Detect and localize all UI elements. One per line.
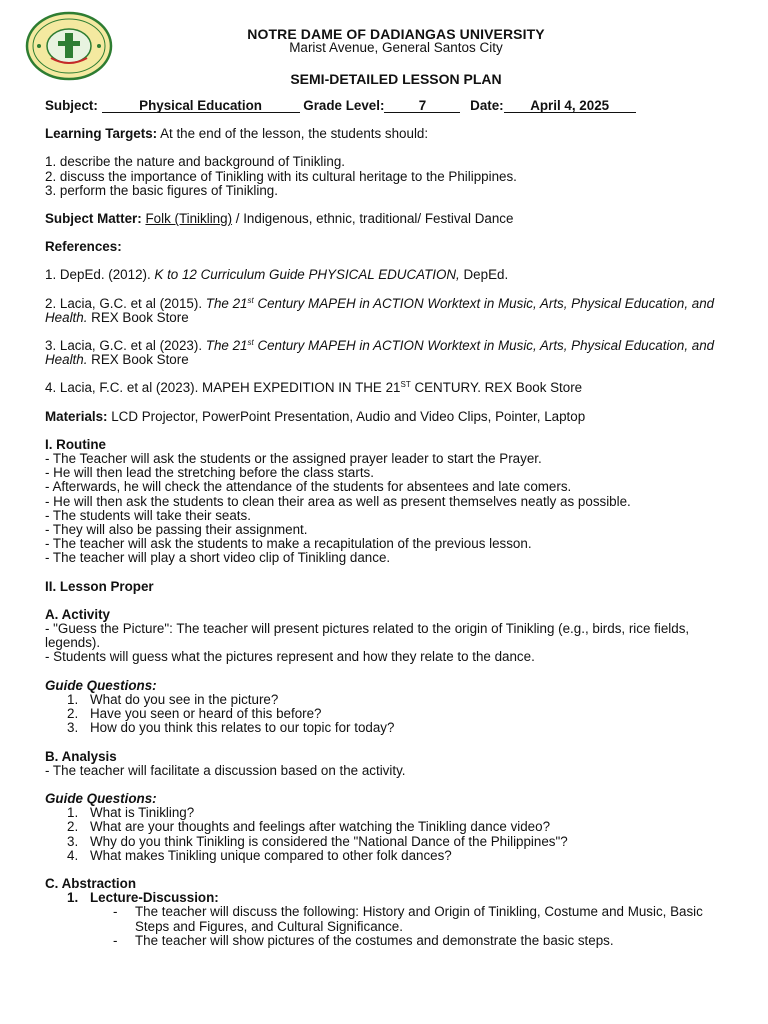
target-item: 2. discuss the importance of Tinikling with its cultural heritage to the Philippines.: [45, 168, 517, 184]
routine-item: - The teacher will ask the students to make a recapitulation of the previous lesson.: [45, 536, 532, 552]
guide-question: 2. Have you seen or heard of this before?: [67, 706, 322, 722]
routine-item: - The students will take their seats.: [45, 507, 251, 523]
activity-guide-questions: [45, 693, 725, 736]
reference-item: 4. Lacia, F.C. et al (2023). MAPEH EXPEDITION IN THE 21ST CENTURY. REX Book Store: [45, 380, 583, 396]
subject-value: Physical Education: [102, 99, 300, 113]
header-fields-line: [45, 99, 725, 113]
lesson-plan-body: [45, 99, 725, 948]
grade-level-label: Grade Level:: [303, 98, 385, 113]
learning-targets-label: Learning Targets:: [45, 126, 158, 142]
routine-heading: I. Routine: [45, 436, 106, 452]
reference-item: 3. Lacia, G.C. et al (2023). The 21st Century MAPEH in ACTION Worktext in Music, Arts, Physical Education, and Health. REX Book Store: [45, 338, 715, 368]
document-title: SEMI-DETAILED LESSON PLAN: [290, 71, 502, 87]
university-name: NOTRE DAME OF DADIANGAS UNIVERSITY: [247, 26, 545, 42]
abstraction-heading: C. Abstraction: [45, 875, 137, 891]
lecture-item: - The teacher will show pictures of the costumes and demonstrate the basic steps.: [113, 932, 614, 948]
subject-matter-label: Subject Matter:: [45, 211, 142, 227]
target-item: 1. describe the nature and background of Tinikling.: [45, 154, 345, 170]
analysis-guide-questions: [45, 806, 725, 863]
activity-heading: A. Activity: [45, 606, 110, 622]
grade-level-value: 7: [384, 99, 460, 113]
reference-item: 1. DepEd. (2012). K to 12 Curriculum Guide PHYSICAL EDUCATION, DepEd.: [45, 267, 509, 283]
subject-matter: Subject Matter: Folk (Tinikling) / Indigenous, ethnic, traditional/ Festival Dance: [45, 211, 514, 227]
guide-question: 2. What are your thoughts and feelings after watching the Tinikling dance video?: [67, 819, 551, 835]
subject-matter-topic: Folk (Tinikling): [145, 211, 233, 227]
analysis-item: - The teacher will facilitate a discussion based on the activity.: [45, 762, 406, 778]
guide-question: 1. What do you see in the picture?: [67, 691, 279, 707]
lesson-proper-heading: II. Lesson Proper: [45, 578, 154, 594]
materials: Materials: LCD Projector, PowerPoint Presentation, Audio and Video Clips, Pointer, Laptop: [45, 408, 586, 424]
lecture-discussion-items: [45, 905, 725, 948]
materials-label: Materials:: [45, 408, 108, 424]
analysis-heading: B. Analysis: [45, 748, 117, 764]
activity-item: - Students will guess what the pictures represent and how they relate to the dance.: [45, 649, 535, 665]
target-item: 3. perform the basic figures of Tinikling.: [45, 182, 278, 198]
guide-questions-label: Guide Questions:: [45, 677, 157, 693]
learning-targets-intro: Learning Targets: At the end of the lesson, the students should:: [45, 126, 429, 142]
guide-question: 3. Why do you think Tinikling is considered the "National Dance of the Philippines"?: [67, 833, 568, 849]
guide-questions-label: Guide Questions:: [45, 790, 157, 806]
date-value: April 4, 2025: [504, 99, 636, 113]
university-address: Marist Avenue, General Santos City: [289, 40, 503, 55]
reference-item: 2. Lacia, G.C. et al (2015). The 21st Century MAPEH in ACTION Worktext in Music, Arts, Physical Education, and Health. REX Book Store: [45, 295, 715, 325]
routine-item: - He will then ask the students to clean their area as well as present themselves neatly as possible.: [45, 493, 631, 509]
routine-item: - He will then lead the stretching before the class starts.: [45, 465, 374, 481]
lecture-item: - The teacher will discuss the following: History and Origin of Tinikling, Costume and Music, Basic Steps and Figures, and Cultural Significance.: [113, 904, 703, 934]
routine-item: - Afterwards, he will check the attendance of the students for absentees and late comers.: [45, 479, 572, 495]
guide-question: 1. What is Tinikling?: [67, 805, 195, 821]
lecture-discussion-label: 1. Lecture-Discussion:: [67, 890, 219, 906]
guide-question: 3. How do you think this relates to our topic for today?: [67, 720, 395, 736]
activity-item: - "Guess the Picture": The teacher will present pictures related to the origin of Tinikling (e.g., birds, rice fields, legends).: [45, 621, 690, 651]
routine-item: - They will also be passing their assignment.: [45, 522, 308, 538]
guide-question: 4. What makes Tinikling unique compared to other folk dances?: [67, 847, 452, 863]
routine-item: - The teacher will play a short video clip of Tinikling dance.: [45, 550, 391, 566]
references-heading: References:: [45, 239, 122, 255]
routine-item: - The Teacher will ask the students or the assigned prayer leader to start the Prayer.: [45, 451, 542, 467]
subject-label: Subject:: [45, 98, 98, 113]
date-label: Date:: [470, 98, 504, 113]
